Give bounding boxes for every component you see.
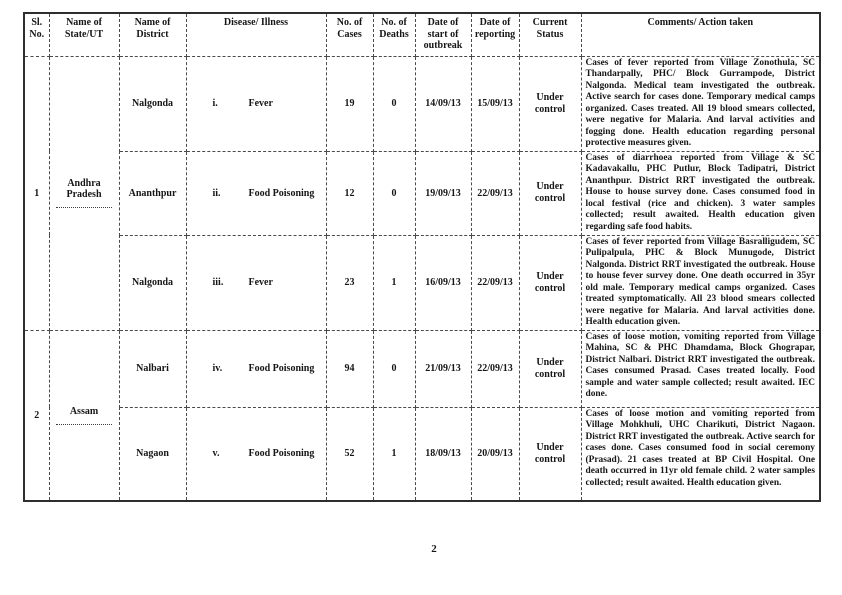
dotted-line [56,424,112,425]
cell-start-date: 19/09/13 [415,151,471,235]
cell-start-date: 16/09/13 [415,235,471,330]
cell-district: Ananthpur [119,151,186,235]
cell-status: Under control [519,56,581,151]
cell-comments: Cases of loose motion, vomiting reported from Village Mahina, SC & PHC Dhamdama, Block Ghograpar, District Nalbari. District RRT investigated the outbreak. Cases consumed Prasad. Cases treated locally. Food sample and water sample collected; result awaited. IEC done. [581,330,820,407]
state-name: Andhra Pradesh [66,178,102,200]
page-number: 2 [431,543,437,555]
cell-cases: 12 [326,151,373,235]
header-row [24,13,820,56]
cell-start-date: 18/09/13 [415,407,471,501]
cell-state [49,56,119,330]
cell-cases: 94 [326,330,373,407]
cell-disease [186,330,326,407]
cell-status: Under control [519,330,581,407]
cell-disease [186,407,326,501]
cell-start-date: 21/09/13 [415,330,471,407]
disease-serial: iii. [212,277,224,288]
disease-serial: v. [212,448,220,460]
cell-comments: Cases of fever reported from Village Zonothula, SC Thandarpally, PHC/ Block Gurrampode, District Nalgonda. Medical team investigated the outbreak. Active search for cases done. Temporary medical camps organized. Cases treated. All 19 blood smears collected, were negative for Malaria. And larval activities and fogging done. Health education regarding personal protective measures given. [581,56,820,151]
header-deaths: No. of Deaths [373,13,415,56]
cell-deaths: 0 [373,151,415,235]
cell-cases: 19 [326,56,373,151]
header-start-date: Date of start of outbreak [415,13,471,56]
table-row [24,407,820,501]
dotted-line [56,207,112,208]
header-district: Name of District [119,13,186,56]
cell-cases: 23 [326,235,373,330]
disease-serial: ii. [212,187,221,199]
table-row [24,235,820,330]
cell-comments: Cases of loose motion and vomiting reported from Village Mohkhuli, UHC Charikuti, District Nagaon. District RRT investigated the outbreak. Active search for cases done. Cases consumed food in social ceremony (Prasad). 21 cases treated at BP Civil Hospital. One death occurred in 11yr old female child. 2 water samples collected; result awaited. Health education given. [581,407,820,501]
disease-serial: i. [212,98,218,109]
disease-name: Food Poisoning [248,448,315,460]
cell-status: Under control [519,151,581,235]
header-reporting-date: Date of reporting [471,13,519,56]
header-status: Current Status [519,13,581,56]
disease-name: Food Poisoning [248,363,315,374]
cell-reporting-date: 22/09/13 [471,330,519,407]
cell-disease [186,151,326,235]
cell-start-date: 14/09/13 [415,56,471,151]
cell-sl-no: 2 [24,330,49,501]
cell-deaths: 1 [373,235,415,330]
disease-name: Fever [248,277,273,288]
table-row [24,151,820,235]
header-comments: Comments/ Action taken [581,13,820,56]
cell-deaths: 0 [373,330,415,407]
cell-district: Nagaon [119,407,186,501]
cell-cases: 52 [326,407,373,501]
state-name: Assam [69,405,99,417]
cell-comments: Cases of diarrhoea reported from Village & SC Kadavakallu, PHC Putlur, Block Tadipatri, District Ananthpur. District RRT investigated the outbreak. House to house survey done. Cases consumed food in local festival (rice and chicken). 3 water samples collected; result awaited. Health education given regarding safe food habits. [581,151,820,235]
cell-state [49,330,119,501]
cell-sl-no: 1 [24,56,49,330]
cell-status: Under control [519,407,581,501]
cell-comments: Cases of fever reported from Village Basralligudem, SC Pulipalpula, PHC & Block Munugode, District Nalgonda. District RRT investigated the outbreak. House to house fever survey done. One death occurred in 35yr old male. Temporary medical camps organized. Cases treated symptomatically. All 23 blood smears collected were negative for Malaria. And larval activities done. Health education given. [581,235,820,330]
cell-reporting-date: 15/09/13 [471,56,519,151]
cell-reporting-date: 22/09/13 [471,151,519,235]
header-disease: Disease/ Illness [186,13,326,56]
cell-district: Nalbari [119,330,186,407]
disease-name: Food Poisoning [248,187,315,199]
outbreak-report-table [23,12,821,502]
disease-serial: iv. [212,363,223,374]
header-state: Name of State/UT [49,13,119,56]
cell-disease [186,235,326,330]
cell-district: Nalgonda [119,56,186,151]
header-cases: No. of Cases [326,13,373,56]
cell-disease [186,56,326,151]
header-sl-no: Sl. No. [24,13,49,56]
table-row [24,330,820,407]
table-row [24,56,820,151]
cell-deaths: 0 [373,56,415,151]
cell-status: Under control [519,235,581,330]
cell-district: Nalgonda [119,235,186,330]
cell-deaths: 1 [373,407,415,501]
cell-reporting-date: 22/09/13 [471,235,519,330]
disease-name: Fever [248,98,273,109]
cell-reporting-date: 20/09/13 [471,407,519,501]
